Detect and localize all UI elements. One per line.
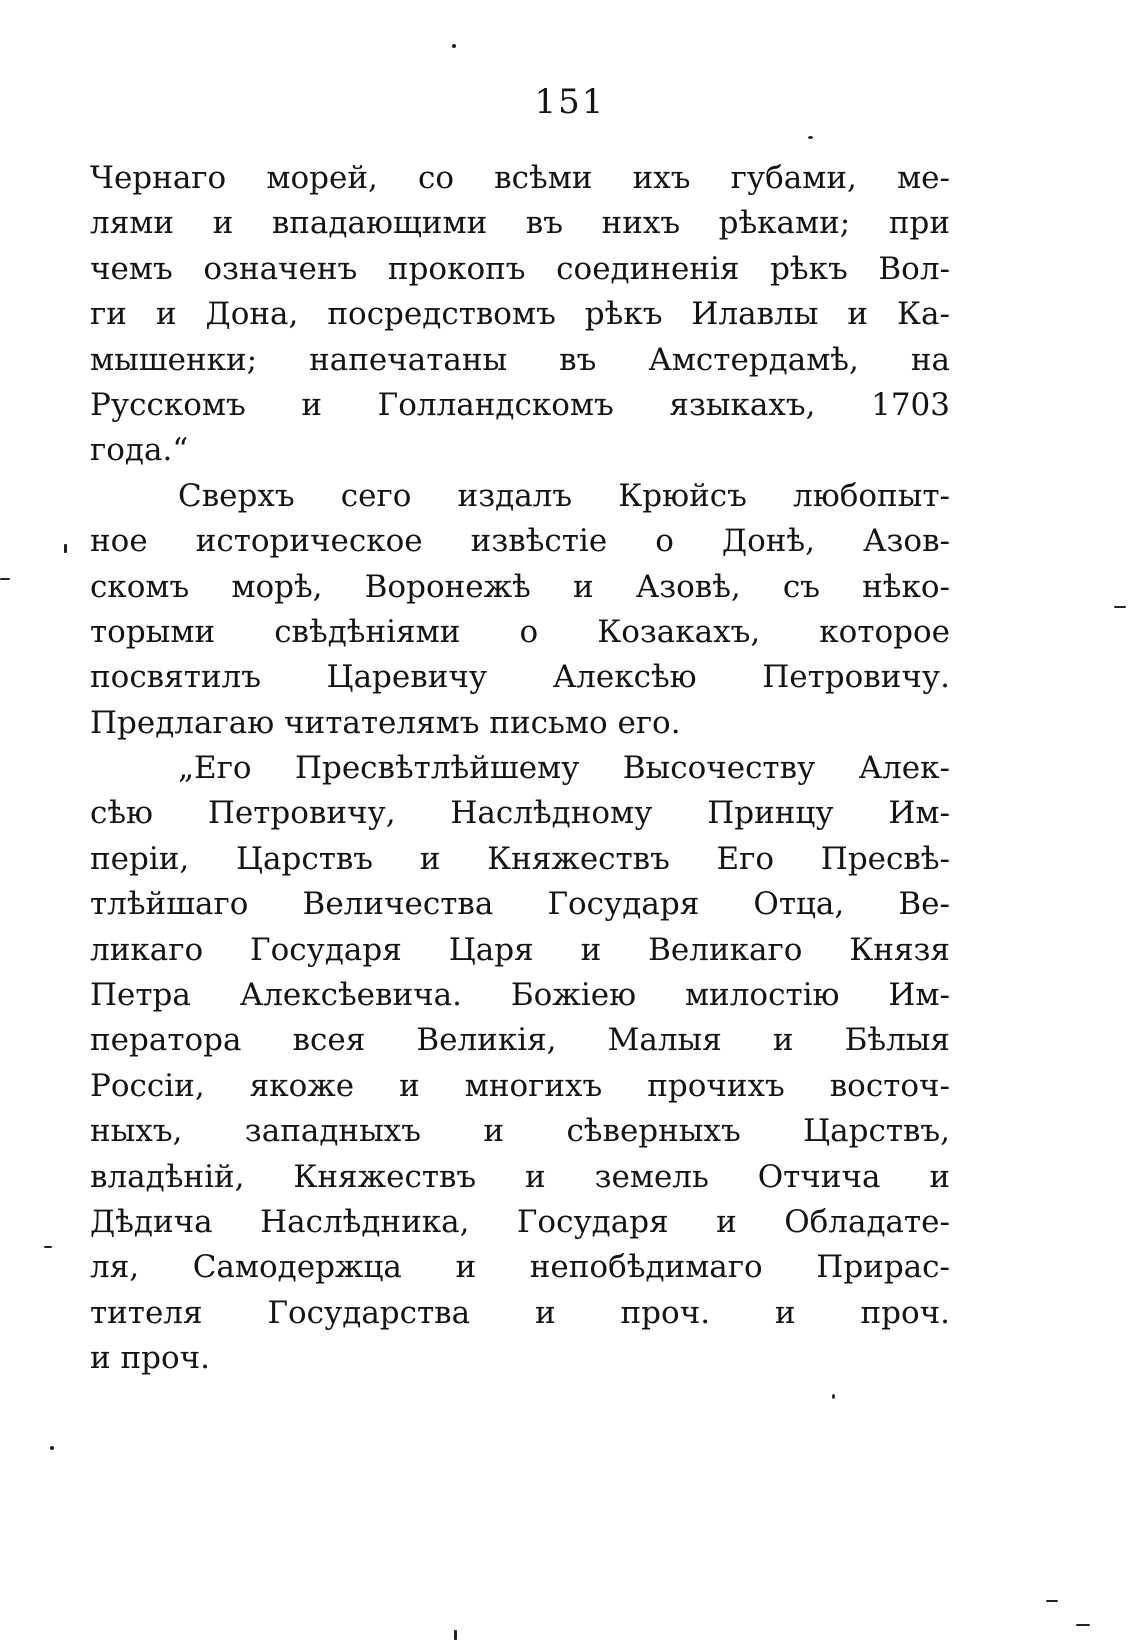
scan-speck bbox=[454, 1630, 457, 1640]
text-line: ныхъ, западныхъ и сѣверныхъ Царствъ, bbox=[90, 1113, 950, 1150]
text-line: владѣній, Княжествъ и земель Отчича и bbox=[90, 1158, 950, 1195]
scan-speck bbox=[44, 1246, 52, 1248]
text-line: Предлагаю читателямъ письмо его. bbox=[90, 704, 681, 741]
text-line: періи, Царствъ и Княжествъ Его Пресвѣ- bbox=[90, 840, 950, 877]
text-line: сѣю Петровичу, Наслѣдному Принцу Им- bbox=[90, 795, 950, 832]
text-line: скомъ морѣ, Воронежѣ и Азовѣ, съ нѣко- bbox=[90, 568, 950, 605]
text-line: Дѣдича Наслѣдника, Государя и Обладате- bbox=[90, 1203, 950, 1240]
text-line: лями и впадающими въ нихъ рѣками; при bbox=[90, 205, 950, 242]
text-line: ликаго Государя Царя и Великаго Князя bbox=[90, 931, 950, 968]
text-line: Россіи, якоже и многихъ прочихъ восточ- bbox=[90, 1067, 950, 1104]
text-line: ное историческое извѣстіе о Донѣ, Азов- bbox=[90, 523, 950, 560]
text-line: и проч. bbox=[90, 1340, 211, 1377]
paragraph-3 bbox=[90, 746, 950, 1381]
text-line: Чернаго морей, со всѣми ихъ губами, ме- bbox=[90, 160, 950, 196]
text-line: ги и Дона, посредствомъ рѣкъ Илавлы и Ка- bbox=[90, 296, 950, 333]
text-line: Русскомъ и Голландскомъ языкахъ, 1703 bbox=[90, 386, 950, 423]
text-line: тлѣйшаго Величества Государя Отца, Ве- bbox=[90, 886, 950, 923]
text-line: чемъ означенъ прокопъ соединенія рѣкъ Вол- bbox=[90, 250, 950, 287]
scan-speck bbox=[1046, 1600, 1058, 1602]
scan-speck bbox=[64, 544, 67, 553]
text-line: посвятилъ Царевичу Алексѣю Петровичу. bbox=[90, 659, 950, 696]
paragraph-1 bbox=[90, 156, 950, 474]
text-line: ля, Самодержца и непобѣдимаго Прирас- bbox=[90, 1249, 950, 1286]
text-line: торыми свѣдѣніями о Козакахъ, которое bbox=[90, 613, 950, 650]
scan-speck bbox=[832, 1394, 835, 1399]
scan-speck bbox=[808, 136, 813, 139]
text-line: мышенки; напечатаны въ Амстердамѣ, на bbox=[90, 341, 950, 378]
text-line: года.“ bbox=[90, 432, 189, 469]
body-text bbox=[90, 156, 950, 1382]
text-line: „Его Пресвѣтлѣйшему Высочеству Алек- bbox=[178, 750, 950, 787]
text-line: Сверхъ сего издалъ Крюйсъ любопыт- bbox=[178, 477, 950, 514]
scan-speck bbox=[1076, 1624, 1090, 1626]
page-number: 151 bbox=[534, 82, 606, 122]
text-line: тителя Государства и проч. и проч. bbox=[90, 1294, 950, 1331]
scan-speck bbox=[50, 1446, 54, 1450]
text-line: ператора всея Великія, Малыя и Бѣлыя bbox=[90, 1022, 950, 1059]
text-line: Петра Алексѣевича. Божіею милостію Им- bbox=[90, 977, 950, 1014]
scan-speck bbox=[452, 44, 456, 48]
paragraph-2 bbox=[90, 474, 950, 746]
scan-speck bbox=[0, 578, 10, 580]
scan-speck bbox=[1114, 606, 1126, 608]
